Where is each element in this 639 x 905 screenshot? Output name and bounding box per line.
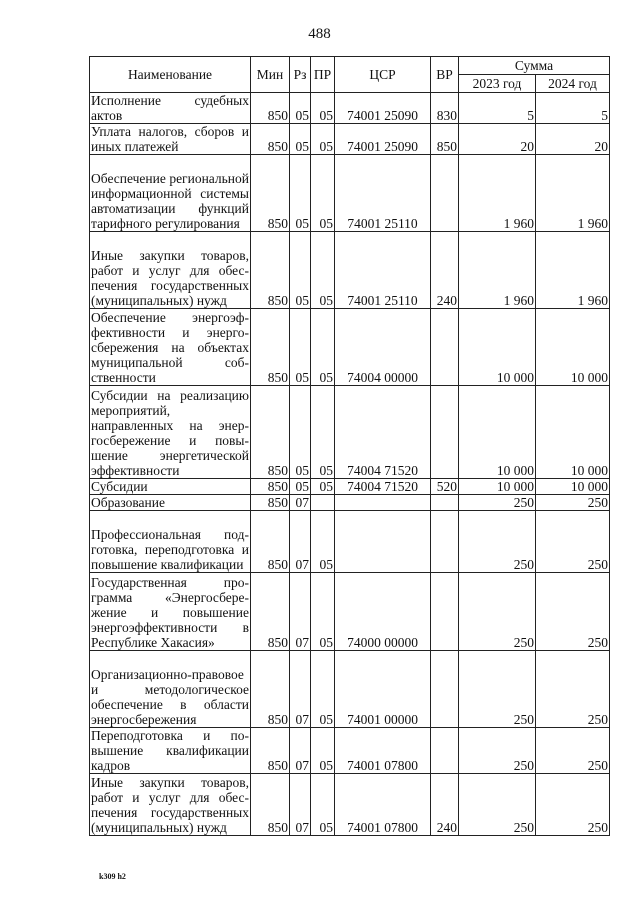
cell-pr: 05 <box>311 651 335 728</box>
cell-csr: 74004 71520 <box>335 386 431 479</box>
cell-vr: 520 <box>431 479 459 495</box>
header-year-2023: 2023 год <box>459 75 536 93</box>
cell-name: Переподготовка и повышение квалификации кадров <box>91 728 249 773</box>
cell-vr <box>431 309 459 386</box>
table-row <box>90 309 610 386</box>
cell-y2024: 250 <box>536 651 610 728</box>
cell-pr <box>311 495 335 511</box>
cell-rz: 07 <box>290 728 311 774</box>
cell-min: 850 <box>251 155 290 232</box>
cell-min: 850 <box>251 124 290 155</box>
cell-rz: 07 <box>290 511 311 573</box>
cell-y2023: 250 <box>459 728 536 774</box>
cell-y2024: 250 <box>536 511 610 573</box>
cell-csr: 74001 00000 <box>335 651 431 728</box>
table-row <box>90 232 610 309</box>
cell-name: Иные закупки товаров, работ и услуг для обеспечения государственных (муниципальных) нужд <box>91 775 249 835</box>
table-row <box>90 651 610 728</box>
budget-table <box>89 56 610 836</box>
header-sum: Сумма <box>459 57 610 75</box>
cell-csr: 74001 25110 <box>335 155 431 232</box>
budget-table-body <box>90 93 610 836</box>
cell-y2024: 5 <box>536 93 610 124</box>
cell-pr: 05 <box>311 232 335 309</box>
cell-pr: 05 <box>311 774 335 836</box>
cell-rz: 07 <box>290 495 311 511</box>
cell-vr <box>431 511 459 573</box>
table-row <box>90 573 610 651</box>
cell-y2023: 10 000 <box>459 479 536 495</box>
cell-y2024: 250 <box>536 728 610 774</box>
header-year-2024: 2024 год <box>536 75 610 93</box>
cell-y2024: 10 000 <box>536 309 610 386</box>
table-row <box>90 495 610 511</box>
cell-pr: 05 <box>311 93 335 124</box>
cell-y2023: 250 <box>459 651 536 728</box>
cell-y2024: 10 000 <box>536 479 610 495</box>
cell-vr <box>431 155 459 232</box>
cell-csr <box>335 511 431 573</box>
cell-pr: 05 <box>311 728 335 774</box>
cell-vr: 830 <box>431 93 459 124</box>
table-row <box>90 124 610 155</box>
cell-name: Субсидии <box>90 479 251 495</box>
cell-csr: 74001 07800 <box>335 728 431 774</box>
cell-min: 850 <box>251 232 290 309</box>
cell-pr: 05 <box>311 511 335 573</box>
cell-rz: 07 <box>290 651 311 728</box>
cell-vr <box>431 728 459 774</box>
header-min: Мин <box>251 57 290 93</box>
cell-pr: 05 <box>311 573 335 651</box>
cell-vr <box>431 495 459 511</box>
cell-rz: 05 <box>290 309 311 386</box>
cell-y2024: 250 <box>536 573 610 651</box>
cell-csr: 74001 25090 <box>335 93 431 124</box>
table-row <box>90 728 610 774</box>
cell-y2024: 1 960 <box>536 232 610 309</box>
cell-rz: 05 <box>290 479 311 495</box>
cell-min: 850 <box>251 495 290 511</box>
cell-vr <box>431 386 459 479</box>
header-rz: Рз <box>290 57 311 93</box>
cell-pr: 05 <box>311 386 335 479</box>
cell-vr <box>431 651 459 728</box>
cell-rz: 05 <box>290 93 311 124</box>
cell-name: Образование <box>90 495 251 511</box>
cell-min: 850 <box>251 728 290 774</box>
page-number: 488 <box>308 26 331 42</box>
cell-y2023: 1 960 <box>459 155 536 232</box>
cell-y2023: 20 <box>459 124 536 155</box>
cell-y2023: 10 000 <box>459 386 536 479</box>
cell-rz: 05 <box>290 386 311 479</box>
cell-y2023: 250 <box>459 511 536 573</box>
cell-pr: 05 <box>311 155 335 232</box>
cell-vr: 850 <box>431 124 459 155</box>
cell-pr: 05 <box>311 479 335 495</box>
cell-rz: 05 <box>290 232 311 309</box>
footer-code: k309 h2 <box>99 872 126 881</box>
cell-name: Государственная программа «Энергосбережение и повышение энергоэффективности в Республике Хакасия» <box>90 573 251 651</box>
cell-vr <box>431 573 459 651</box>
cell-y2024: 250 <box>536 495 610 511</box>
cell-pr: 05 <box>311 124 335 155</box>
cell-rz: 07 <box>290 774 311 836</box>
cell-y2023: 250 <box>459 774 536 836</box>
cell-y2023: 10 000 <box>459 309 536 386</box>
cell-csr <box>335 495 431 511</box>
cell-y2023: 250 <box>459 495 536 511</box>
header-csr: ЦСР <box>335 57 431 93</box>
cell-csr: 74000 00000 <box>335 573 431 651</box>
table-row <box>90 511 610 573</box>
cell-csr: 74001 07800 <box>335 774 431 836</box>
cell-name: Организационно-правовое и методологическое обеспечение в области энергосбережения <box>90 651 251 728</box>
header-name: Наименование <box>90 57 251 93</box>
cell-vr: 240 <box>431 774 459 836</box>
cell-rz: 05 <box>290 124 311 155</box>
cell-y2024: 10 000 <box>536 386 610 479</box>
table-row <box>90 774 610 836</box>
cell-min: 850 <box>251 573 290 651</box>
header-pr: ПР <box>311 57 335 93</box>
cell-name: Субсидии на реализацию мероприятий, направленных на энергосбережение и повышение энергетической эффективности <box>90 386 251 479</box>
cell-name: Профессиональная подготовка, переподготовка и повышение квалификации <box>90 511 251 573</box>
cell-rz: 07 <box>290 573 311 651</box>
cell-rz: 05 <box>290 155 311 232</box>
cell-name: Обеспечение энергоэффективности и энергосбережения на объектах муниципальной собственности <box>91 310 249 385</box>
header-vr: ВР <box>431 57 459 93</box>
cell-y2023: 1 960 <box>459 232 536 309</box>
table-row <box>90 155 610 232</box>
cell-csr: 74001 25110 <box>335 232 431 309</box>
cell-min: 850 <box>251 511 290 573</box>
cell-name: Уплата налогов, сборов и иных платежей <box>91 124 249 154</box>
cell-name: Иные закупки товаров, работ и услуг для обеспечения государственных (муниципальных) нужд <box>90 232 251 309</box>
cell-min: 850 <box>251 386 290 479</box>
table-row <box>90 386 610 479</box>
cell-name: Исполнение судебных актов <box>91 93 249 123</box>
cell-y2024: 250 <box>536 774 610 836</box>
table-row <box>90 479 610 495</box>
cell-csr: 74004 71520 <box>335 479 431 495</box>
cell-y2024: 1 960 <box>536 155 610 232</box>
cell-min: 850 <box>251 93 290 124</box>
cell-min: 850 <box>251 309 290 386</box>
cell-y2023: 5 <box>459 93 536 124</box>
cell-csr: 74001 25090 <box>335 124 431 155</box>
cell-vr: 240 <box>431 232 459 309</box>
cell-min: 850 <box>251 651 290 728</box>
cell-y2023: 250 <box>459 573 536 651</box>
table-row <box>90 93 610 124</box>
cell-name: Обеспечение региональной информационной системы автоматизации функций тарифного регулирования <box>90 155 251 232</box>
cell-min: 850 <box>251 479 290 495</box>
cell-min: 850 <box>251 774 290 836</box>
cell-pr: 05 <box>311 309 335 386</box>
cell-csr: 74004 00000 <box>335 309 431 386</box>
cell-y2024: 20 <box>536 124 610 155</box>
